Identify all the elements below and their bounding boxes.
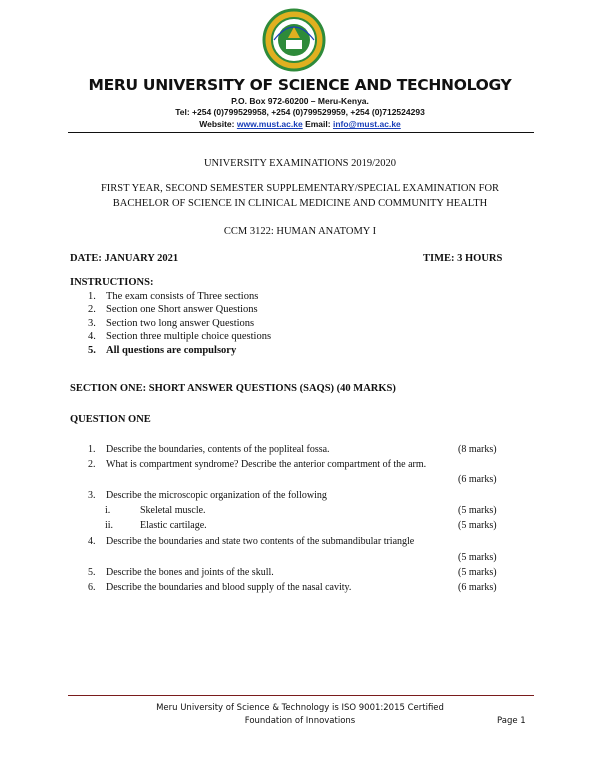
exam-time: TIME: 3 HOURS [423, 253, 503, 264]
email-label: Email: [305, 119, 331, 129]
question-marks: (8 marks) [458, 444, 497, 455]
question-item: 3. Describe the microscopic organization of the following [88, 490, 327, 501]
exam-title: UNIVERSITY EXAMINATIONS 2019/2020 [203, 158, 397, 169]
postal-address: P.O. Box 972-60200 – Meru-Kenya. [231, 96, 369, 106]
question-marks: (6 marks) [458, 582, 497, 593]
exam-description-line1: FIRST YEAR, SECOND SEMESTER SUPPLEMENTARY/SPECIAL EXAMINATION FOR [100, 183, 500, 194]
footer-certification: Meru University of Science & Technology is ISO 9001:2015 Certified [156, 703, 444, 713]
question-marks: (5 marks) [458, 552, 497, 563]
course-code: CCM 3122: HUMAN ANATOMY I [223, 226, 377, 237]
question-heading: QUESTION ONE [70, 414, 151, 425]
logo-emblem-icon [262, 8, 326, 72]
question-marks: (6 marks) [458, 474, 497, 485]
exam-description-line2: BACHELOR OF SCIENCE IN CLINICAL MEDICINE AND COMMUNITY HEALTH [112, 198, 488, 209]
instructions-heading: INSTRUCTIONS: [70, 277, 154, 288]
footer-divider [68, 695, 534, 696]
question-item: 2. What is compartment syndrome? Describe the anterior compartment of the arm. [88, 459, 427, 470]
telephone-line: Tel: +254 (0)799529958, +254 (0)799529959, +254 (0)712524293 [175, 107, 425, 117]
question-item: 5. Describe the bones and joints of the skull. [88, 567, 274, 578]
question-marks: (5 marks) [458, 567, 497, 578]
instruction-item: 1. The exam consists of Three sections [88, 291, 259, 302]
contact-line [0, 119, 600, 129]
email-link[interactable]: info@must.ac.ke [332, 119, 401, 129]
instruction-item: 3. Section two long answer Questions [88, 318, 255, 329]
website-link[interactable]: www.must.ac.ke [236, 119, 303, 129]
sub-question-item: i. Skeletal muscle. [105, 505, 206, 516]
section-heading: SECTION ONE: SHORT ANSWER QUESTIONS (SAQS) (40 MARKS) [70, 383, 396, 394]
question-marks: (5 marks) [458, 505, 497, 516]
question-item: 1. Describe the boundaries, contents of the popliteal fossa. [88, 444, 330, 455]
sub-question-item: ii. Elastic cartilage. [105, 520, 207, 531]
exam-date: DATE: JANUARY 2021 [70, 253, 179, 264]
footer-motto: Foundation of Innovations [244, 716, 356, 726]
university-logo [262, 8, 326, 72]
instruction-item: 5. All questions are compulsory [88, 345, 237, 356]
question-marks: (5 marks) [458, 520, 497, 531]
instruction-item: 2. Section one Short answer Questions [88, 304, 258, 315]
header-divider [68, 132, 534, 133]
website-label: Website: [199, 119, 235, 129]
question-item: 6. Describe the boundaries and blood supply of the nasal cavity. [88, 582, 352, 593]
page-number: Page 1 [497, 716, 526, 726]
university-name: MERU UNIVERSITY OF SCIENCE AND TECHNOLOGY [88, 76, 512, 94]
question-item: 4. Describe the boundaries and state two contents of the submandibular triangle [88, 536, 415, 547]
instruction-item: 4. Section three multiple choice questions [88, 331, 272, 342]
